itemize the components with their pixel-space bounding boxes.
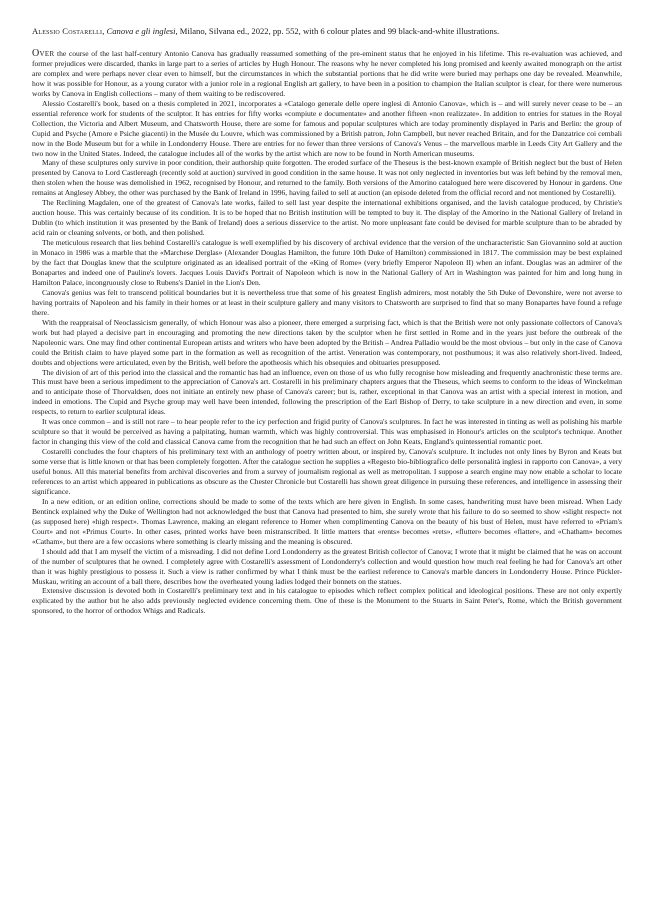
review-page (32, 26, 622, 616)
citation-author: Alessio Costarelli (32, 26, 103, 36)
paragraph-4: The Reclining Magdalen, one of the greatest of Canova's late works, failed to sell last year despite the international exhibitions organised, and the lavish catalogue produced, by Christie's auction house. This was certainly because of its condition. It is to be hoped that no British institution will be tempted to buy it. The display of the Amorino in the National Gallery of Ireland in Dublin (to which institution it was presented by the Bank of Ireland) does a serious disservice to the artist. No more unpleasant fate could be devised for marble sculpture than to be abraded by acid rain or cleaning solvents, or both, and then polished. (32, 198, 622, 238)
paragraph-1 (32, 49, 622, 99)
opening-word: Over (32, 48, 55, 59)
paragraph-9: It was once common – and is still not rare – to hear people refer to the icy perfection and frigid purity of Canova's sculptures. In fact he was interested in tinting as well as polishing his marble sculpture so that it would be perceived as having a palpitating, human warmth, which was highly controversial. This was emphasised in Honour's articles on the sculptor's technique. Another factor in changing this view of the cold and classical Canova came from the recognition that he had such an effect on John Keats, England's quintessential romantic poet. (32, 417, 622, 447)
paragraph-5: The meticulous research that lies behind Costarelli's catalogue is well exemplified by his discovery of archival evidence that the version of the uncharacteristic San Giovannino sold at auction in Monaco in 1986 was a marble that the «Marchese Derglas» (Alexander Douglas Hamilton, the future 10th Duke of Hamilton) commissioned in 1817. The commission may be best explained by the fact that Douglas knew that the sculpture originated as an idealised portrait of the «King of Rome» (very briefly Emperor Napoleon II) when an infant. Douglas was an admirer of the Bonapartes and indeed one of Pauline's lovers. Jacques Louis David's Portrait of Napoleon which is now in the National Gallery of Art in Washington was painted for him and long hung in Hamilton Palace, incongruously close to Rubens's Daniel in the Lion's Den. (32, 238, 622, 287)
paragraph-6: Canova's genius was felt to transcend political boundaries but it is nevertheless true that some of his greatest English admirers, most notably the 5th Duke of Devonshire, were not averse to having portraits of Napoleon and his family in their homes or at least in their sculpture gallery and many visitors to Chatsworth are surprised to find that so many Bonapartes have found a refuge there. (32, 287, 622, 317)
citation-details: , Milano, Silvana ed., 2022, pp. 552, with 6 colour plates and 99 black-and-white illustrations. (175, 26, 500, 36)
paragraph-1-text: the course of the last half-century Antonio Canova has gradually reassumed something of the pre-eminent status that he enjoyed in his lifetime. This re-evaluation was achieved, and former prejudices were discarded, thanks in large part to a series of articles by Hugh Honour. The reasons why he never completed his long promised and keenly awaited monograph on the artist are complex and were perhaps never clear even to himself, but the circumstances in which the substantial portions that he did write were buried may perhaps one day be revealed. Meanwhile, how it was possible for Honour, as a young curator with a junior role in a regional English art gallery, to have been in a position to champion the Italian sculptor is clear, for there were numerous works by Canova in English collections – many of them waiting to be rediscovered. (32, 49, 623, 98)
review-body (32, 49, 622, 616)
paragraph-3: Many of these sculptures only survive in poor condition, their authorship quite forgotten. The eroded surface of the Theseus is the best-known example of British neglect but the bust of Helen presented by Canova to Lord Castlereagh (recently sold at auction) survived in good condition in the same house. It was not only neglected in inventories but was left behind by the removal men, then stolen when the house was demolished in 1962, recognised by Honour, and returned to the family. Both versions of the Amorino catalogued here were discovered by Honour in gardens. One remains at Anglesey Abbey, the other was purchased by the Bank of Ireland in 1996, having failed to sell at auction (an episode deleted from the official record and not mentioned by Costarelli). (32, 158, 622, 198)
paragraph-12: I should add that I am myself the victim of a misreading. I did not define Lord Londonderry as the greatest British collector of Canova; I wrote that it might be claimed that he was on account of the number of sculptures that he owned. I completely agree with Costarelli's assessment of Londonderry's collection and would question how much real feeling he had for Canova's art other than it was highly prestigious to possess it. Such a view is rather confirmed by what I think must be the earliest reference to Canova's marble dancers in Londonderry House. Prince Pückler-Muskau, writing an account of a ball there, describes how the overheated young ladies lodged their bonnets on the statues. (32, 546, 622, 586)
citation-title: Canova e gli inglesi (106, 26, 176, 36)
paragraph-7: With the reappraisal of Neoclassicism generally, of which Honour was also a pioneer, there emerged a surprising fact, which is that the British were not only passionate collectors of Canova's work but had played a decisive part in encouraging and promoting the new directions taken by the sculptor when he first settled in Rome and in the years just before the outbreak of the Napoleonic wars. One may find other continental European artists and writers who have been adopted by the British – Andrea Palladio would be the most obvious – but only in the case of Canova could the British claim to have played some part in the formation as well as recognition of the artist. Veneration was contemporary, not posthumous; it was also relatively short-lived. Indeed, doubts and objections were articulated, even by the British, well before the apotheosis which his obsequies and obituaries presupposed. (32, 317, 622, 367)
paragraph-2: Alessio Costarelli's book, based on a thesis completed in 2021, incorporates a «Catalogo generale delle opere inglesi di Antonio Canova», which is – and will surely never cease to be – an essential reference work for students of the sculptor. It has entries for fifty works «compiute e documentate» and another fifteen «non realizzate». In addition to entries for statues in the Royal Collection, the Victoria and Albert Museum, and Chatsworth House, there are some for famous and popular sculptures which are today prominently displayed in Paris and Berlin: the group of Cupid and Psyche (Amore e Psiche giacenti) in the Musée du Louvre, which was commissioned by a British patron, John Campbell, but never reached Britain, and for the Danzatrice coi cembali now in the Bode Museum but for a while in Londonderry House. There are entries for no fewer than three versions of Canova's Venus – the marvellous marble in Leeds City Art Gallery and the two now in the United States. Indeed, the catalogue includes all of the works by the artist which are now to be found in North American museums. (32, 98, 622, 158)
paragraph-13: Extensive discussion is devoted both in Costarelli's preliminary text and in his catalogue to episodes which reflect complex political and ideological positions. These are not only expertly explicated by the author but he also adds previously neglected evidence concerning them. One of these is the Monument to the Stuarts in Saint Peter's, Rome, which the British government sponsored, to the horror of orthodox Whigs and Radicals. (32, 586, 622, 616)
paragraph-8: The division of art of this period into the classical and the romantic has had an influence, even on those of us who fully recognise how misleading and frequently anachronistic these terms are. This must have been a serious impediment to the appreciation of Canova's art. Costarelli in his preliminary chapters argues that the Theseus, which seems to conform to the ideas of Winckelman and to anticipate those of Thorvaldsen, does not initiate an entirely new phase of Canova's career; but is, rather, exceptional in that Canova was an artist with a special interest in motion, and indeed in emotions. The Cupid and Psyche group may well have been intended, following the prescription of the Earl Bishop of Derry, to take sculpture in a new direction and even, in some respects, to return to earlier sculptural ideas. (32, 367, 622, 417)
paragraph-10: Costarelli concludes the four chapters of his preliminary text with an anthology of poetry written about, or inspired by, Canova's sculpture. It includes not only lines by Byron and Keats but some verse that is little known or that has been completely forgotten. After the catalogue section he supplies a «Regesto bio-bibliografico delle personalità inglesi in rapporto con Canova», a very useful bonus. All this material benefits from archival discoveries and from a survey of journalism regional as well as metropolitan. I suppose a search engine may now enable a scholar to locate references to an artist which appeared in publications as obscure as the Chester Chronicle but Costarelli has shown great diligence in pursuing these references, and intelligence in assessing their significance. (32, 447, 622, 496)
paragraph-11: In a new edition, or an edition online, corrections should be made to some of the texts which are here given in English. In some cases, handwriting must have been misread. When Lady Bentinck explained why the Duke of Wellington had not acknowledged the bust that Canova had presented to him, she surely wrote that his failure to do so seemed to show «slight respect» not (as supposed here) «high respect». Thomas Lawrence, making an elegant reference to Homer when complimenting Canova on the beauty of his bust of Helen, must have referred to «Priam's Court» and not «Primus Court». In other cases, printed works have been mistranscribed. It little matters that «rents» becomes «rets», «flutter» becomes «flatter», and «Chatham» becomes «Catham», but there are a few occasions where something is clearly missing and the meaning is obscured. (32, 496, 622, 546)
book-citation: Alessio Costarelli, Canova e gli inglesi, Milano, Silvana ed., 2022, pp. 552, with 6 colour plates and 99 black-and-white illustrations. (32, 26, 500, 36)
